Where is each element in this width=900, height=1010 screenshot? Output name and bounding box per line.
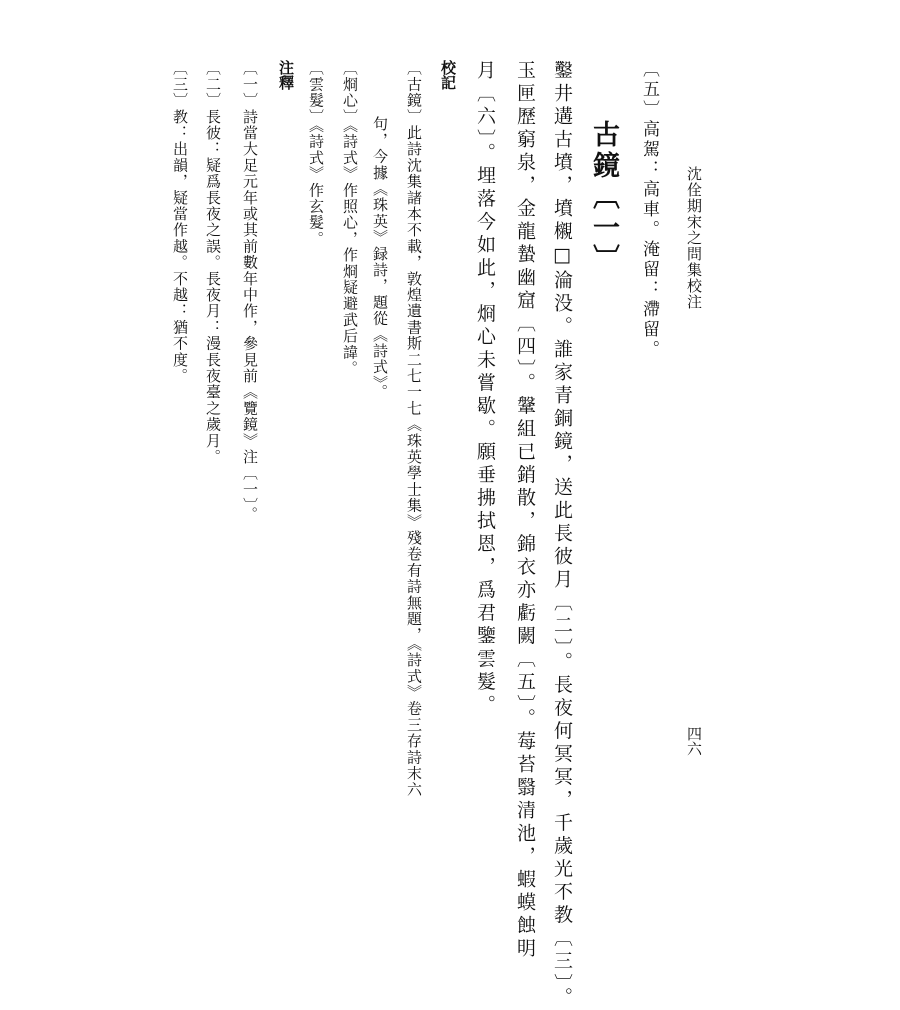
page-number: 四六 xyxy=(685,726,703,756)
collation-line: 〔雲髮〕《詩式》作玄髮。 xyxy=(307,60,325,247)
poem-title: 古鏡〔一〕 xyxy=(588,120,619,275)
carryover-note: 〔五〕高駕：高車。淹留：滯留。 xyxy=(639,60,659,360)
collation-line: 〔古鏡〕此詩沈集諸本不載，敦煌遺書斯二七一七《珠英學士集》殘卷有詩無題，《詩式》卷三存詩末六 xyxy=(405,60,423,798)
poem-line: 月〔六〕。埋落今如此，烱心未嘗歇。願垂拂拭恩，爲君鑒雲髮。 xyxy=(474,60,496,718)
collation-line: 〔烱心〕《詩式》作照心，作烱疑避武后諱。 xyxy=(341,60,359,377)
poem-line: 鑿井遘古墳，墳櫬□淪没。誰家青銅鏡，送此長彼月〔二〕。長夜何冥冥，千歲光不教〔三〕。 xyxy=(551,60,573,1010)
poem-line: 玉匣歷窮泉，金龍蟄幽窟〔四〕。鞶組已銷散，錦衣亦虧闕〔五〕。莓苔翳清池，蝦蟆蝕明 xyxy=(514,60,536,961)
annotation-line: 〔一〕詩當大足元年或其前數年中作，參見前《覽鏡》注〔一〕。 xyxy=(241,60,259,523)
annotation-line: 〔二〕長彼：疑爲長夜之誤。長夜月：漫長夜臺之歲月。 xyxy=(204,60,222,465)
collation-heading: 校記 xyxy=(439,60,457,90)
running-title: 沈佺期宋之問集校注 xyxy=(685,166,703,310)
annotation-line: 〔三〕教：出韻，疑當作越。不越：猶不度。 xyxy=(171,60,189,384)
annotations-heading: 注釋 xyxy=(277,60,295,90)
collation-line: 句，今據《珠英》録詩，題從《詩式》。 xyxy=(371,116,389,401)
